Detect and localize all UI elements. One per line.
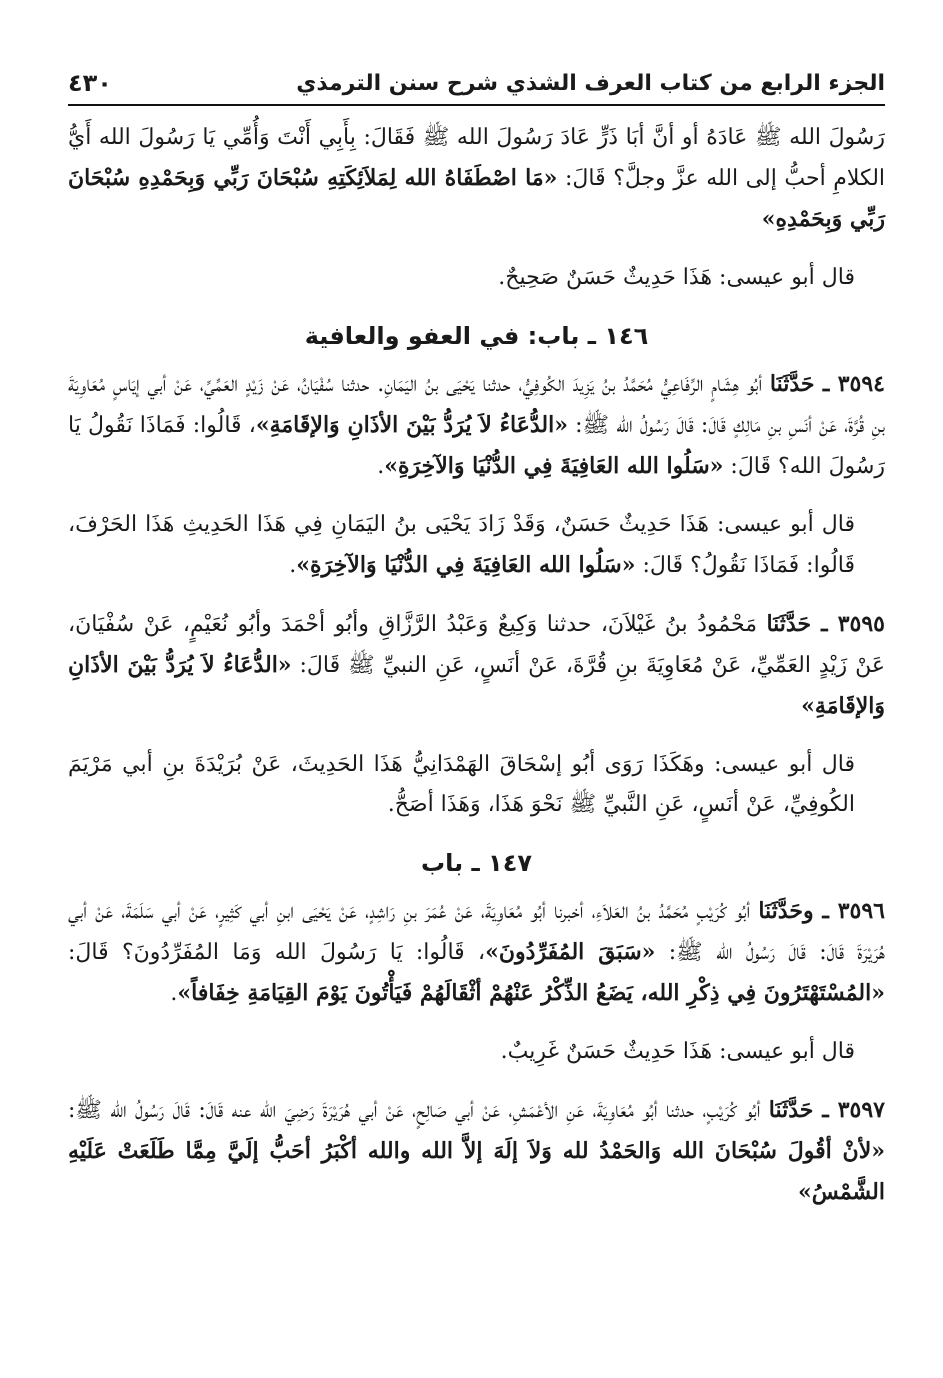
- page-number: ٤٣٠: [68, 69, 112, 97]
- prophetic-quote: «سَلُوا الله العَافِيَةَ فِي الدُّنْيَا وَالآخِرَةِ»: [296, 552, 636, 578]
- hadith-isnad: أبُو كُرَيْبٍ مُحَمَّدُ بنُ العَلاَءِ، أخبرنا أبُو مُعَاوِيَةَ، عَنْ عُمَرَ بنِ رَاشِدٍ، عَنْ يَحْيَى ابنِ أبي كَثِيرٍ، عَنْ أبي سَلَمَةَ، عَنْ أبي هُرَيْرَةَ قَالَ: قَالَ رَسُولُ الله ﷺ:: [68, 899, 885, 965]
- note-3596: قال أبو عيسى: هَذَا حَدِيثٌ حَسَنٌ غَرِيبٌ.: [500, 1039, 855, 1064]
- chapter-147-heading: ١٤٧ ـ باب: [420, 849, 532, 877]
- hadith-isnad: مَحْمُودُ بنُ غَيْلاَنَ، حدثنا وَكِيعٌ وَعَبْدُ الرَّزَّاقِ وأبُو أحْمَدَ وأبُو نُعَيْمٍ، عَنْ سُفْيَانَ، عَنْ زَيْدٍ العَمِّيِّ، عَنْ مُعَاوِيَةَ بنِ قُرَّةَ، عَنْ أنَسٍ، عَنِ النبيِّ ﷺ قَالَ:: [68, 612, 885, 678]
- running-header: [68, 62, 885, 106]
- punctuation: .: [289, 553, 297, 578]
- hadith-continuation: ، قَالُوا: فَمَاذَا نَقُولُ يَا رَسُولَ الله؟ قَالَ:: [68, 413, 885, 479]
- punctuation: .: [377, 454, 385, 479]
- prophetic-quote: «الدُّعَاءُ لاَ يُرَدُّ بَيْنَ الأذَانِ وَالإقَامَةِ»: [68, 652, 885, 719]
- hadith-continuation: ، قَالُوا: يَا رَسُولَ الله وَمَا المُفَرِّدُونَ؟ قَالَ:: [68, 940, 486, 965]
- page-body: [68, 118, 885, 1231]
- note-text: قال أبو عيسى: هَذَا حَدِيثٌ حَسَنٌ، وَقَدْ زَادَ يَحْيَى بنُ اليَمَانِ فِي هَذَا الحَدِيثِ هَذَا الحَرْفَ، قَالُوا: فَمَاذَا نَقُولُ؟ قَالَ:: [68, 512, 855, 578]
- hadith-number: ٣٥٩٦ ـ وحَدَّثَنَا: [758, 898, 885, 924]
- opening-text: رَسُولَ الله ﷺ عَادَهُ أو أنَّ أبَا ذَرٍّ عَادَ رَسُولَ الله ﷺ فَقَالَ: بِأَبِي أَنْتَ وَأُمِّي يَا رَسُولَ الله أَيُّ الكلامِ أحبُّ إلى الله عزَّ وجلَّ؟ قَالَ:: [68, 125, 886, 191]
- note-3594: [68, 505, 885, 586]
- chapter-146-heading: ١٤٦ ـ باب: في العفو والعافية: [304, 322, 649, 350]
- hadith-3594: [68, 364, 885, 487]
- hadith-number: ٣٥٩٤ ـ حَدَّثَنَا: [769, 371, 885, 397]
- hadith-isnad: أبُو كُرَيْبٍ، حدثنا أبُو مُعَاوِيَةَ، عَنِ الأعْمَشِ، عَنْ أبي صَالِحٍ، عَنْ أبي هُرَيْرَةَ رَضِيَ الله عنه قَالَ: قَالَ رَسُولُ الله ﷺ:: [68, 1098, 769, 1123]
- hadith-3596: [68, 891, 885, 1014]
- prophetic-quote: «سَلُوا الله العَافِيَةَ فِي الدُّنْيَا وَالآخِرَةِ»: [384, 453, 724, 479]
- note-3595: قال أبو عيسى: وهَكَذَا رَوَى أبُو إسْحَاقَ الهَمْدَانِيُّ هَذَا الحَدِيثَ، عَنْ بُرَيْدَةَ بنِ أبي مَرْيَمَ الكُوفِيِّ، عَنْ أنَسٍ، عَنِ النَّبيِّ ﷺ نَحْوَ هَذَا، وَهَذَا أصَحُّ.: [68, 752, 855, 817]
- hadith-3595: [68, 604, 885, 727]
- prophetic-quote: «لأنْ أقُولَ سُبْحَانَ الله وَالحَمْدُ لله وَلاَ إلَهَ إلاَّ الله والله أكْبَرُ أحَبُّ إلَيَّ مِمَّا طَلَعَتْ عَلَيْهِ الشَّمْسُ»: [68, 1138, 885, 1205]
- prophetic-quote: «سَبَقَ المُفَرِّدُونَ»: [485, 939, 656, 965]
- book-title: الجزء الرابع من كتاب العرف الشذي شرح سنن الترمذي: [296, 70, 885, 96]
- prophetic-quote: «المُسْتَهْتَرُونَ فِي ذِكْرِ الله، يَضَعُ الذِّكْرُ عَنْهُمْ أثْقَالَهُمْ فَيَأْتُونَ يَوْمَ القِيَامَةِ خِفَافاً»: [177, 980, 885, 1006]
- opening-note: قال أبو عيسى: هَذَا حَدِيثٌ حَسَنٌ صَحِيحٌ.: [498, 265, 855, 290]
- prophetic-quote: «الدُّعَاءُ لاَ يُرَدُّ بَيْنَ الأذَانِ وَالإقَامَةِ»: [255, 412, 568, 438]
- punctuation: .: [170, 981, 178, 1006]
- opening-quote: «مَا اصْطَفَاهُ الله لِمَلاَئِكَتِهِ سُبْحَانَ رَبِّي وَبِحَمْدِهِ سُبْحَانَ رَبِّي وَبِحَمْدِهِ»: [68, 165, 885, 232]
- opening-paragraph: [68, 118, 885, 240]
- hadith-isnad: أبُو هِشَامٍ الرِّفَاعِيُّ مُحَمَّدُ بنُ يَزِيدَ الكُوفِيُّ، حدثنا يَحْيَى بنُ اليَمَانِ. حدثنا سُفْيَانُ، عَنْ زَيْدٍ العَمِّيِّ، عَنْ أبي إيَاسٍ مُعَاوِيَةَ بنِ قُرَّةَ، عَنْ أنَسِ بنِ مَالِكٍ قَالَ: قَالَ رَسُولُ الله ﷺ:: [68, 372, 885, 438]
- hadith-number: ٣٥٩٧ ـ حَدَّثَنَا: [768, 1097, 885, 1123]
- hadith-3597: [68, 1090, 885, 1213]
- hadith-number: ٣٥٩٥ ـ حَدَّثَنَا: [766, 611, 885, 637]
